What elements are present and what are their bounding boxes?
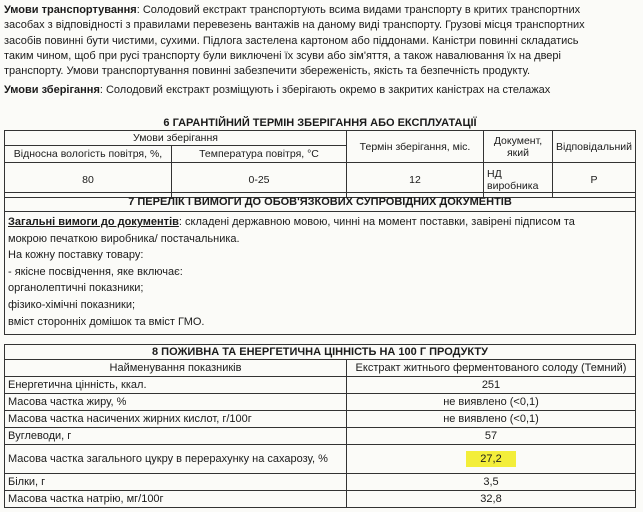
responsible-value: Р bbox=[553, 163, 636, 198]
doc-line: вміст сторонніх домішок та вміст ГМО. bbox=[8, 315, 205, 328]
storage-label: Умови зберігання bbox=[4, 84, 100, 96]
temperature-value: 0-25 bbox=[172, 163, 347, 198]
table-row bbox=[5, 411, 636, 428]
row-value: не виявлено (<0,1) bbox=[347, 394, 636, 411]
transport-line: таким чином, щоб при русі транспорту були виключені їх зсуви або зім'яття, а також навалювання їх на двері bbox=[4, 49, 561, 62]
term-header: Термін зберігання, міс. bbox=[347, 131, 484, 163]
section6-title: 6 ГАРАНТІЙНИЙ ТЕРМІН ЗБЕРІГАННЯ АБО ЕКСПЛУАТАЦІЇ bbox=[163, 117, 477, 129]
conditions-header: Умови зберігання bbox=[5, 131, 347, 146]
table-row bbox=[5, 377, 636, 394]
row-value: 32,8 bbox=[347, 491, 636, 508]
row-value: не виявлено (<0,1) bbox=[347, 411, 636, 428]
col-header-value: Екстракт житнього ферментованого солоду (Темний) bbox=[347, 360, 636, 377]
warranty-table bbox=[4, 116, 636, 198]
term-value: 12 bbox=[347, 163, 484, 198]
table-row bbox=[5, 394, 636, 411]
temperature-header: Температура повітря, °С bbox=[172, 146, 347, 163]
section7-title: 7 ПЕРЕЛІК І ВИМОГИ ДО ОБОВ'ЯЗКОВИХ СУПРОВІДНИХ ДОКУМЕНТІВ bbox=[5, 193, 636, 212]
humidity-value: 80 bbox=[5, 163, 172, 198]
row-name: Масова частка жиру, % bbox=[5, 394, 347, 411]
storage-text: : Солодовий екстракт розміщують і зберігають окремо в закритих каністрах на стелажах bbox=[99, 84, 551, 96]
row-name: Білки, г bbox=[5, 474, 347, 491]
row-name: Масова частка натрію, мг/100г bbox=[5, 491, 347, 508]
doc-line: мокрою печаткою виробника/ постачальника. bbox=[8, 232, 240, 245]
doc-line: органолептичні показники; bbox=[8, 282, 144, 295]
table-row bbox=[5, 428, 636, 445]
row-name: Масова частка загального цукру в перерахунку на сахарозу, % bbox=[5, 445, 347, 474]
section7-body bbox=[5, 212, 636, 335]
section8-title: 8 ПОЖИВНА ТА ЕНЕРГЕТИЧНА ЦІННІСТЬ НА 100 Г ПРОДУКТУ bbox=[5, 345, 636, 360]
row-value: 3,5 bbox=[347, 474, 636, 491]
general-text: : складені державною мовою, чинні на момент поставки, завірені підписом та bbox=[178, 216, 575, 228]
doc-line: фізико-хімічні показники; bbox=[8, 298, 136, 311]
storage-paragraph bbox=[4, 83, 636, 98]
row-name: Вуглеводи, г bbox=[5, 428, 347, 445]
nutrition-table bbox=[4, 344, 636, 508]
highlight-mark: 27,2 bbox=[466, 451, 515, 467]
table-row bbox=[5, 491, 636, 508]
transport-line: засобах з відповідності з правилами перевезень вантажів на даному виді транспорту. Грузові місця транспортних bbox=[4, 19, 585, 32]
transport-line: транспорту. Умови транспортування повинні забезпечити збереженість, якість та безпечність продукту. bbox=[4, 65, 531, 78]
row-name: Масова частка насичених жирних кислот, г/100г bbox=[5, 411, 347, 428]
responsible-header: Відповідальний bbox=[553, 131, 636, 163]
humidity-header: Відносна вологість повітря, %, bbox=[5, 146, 172, 163]
general-label: Загальні вимоги до документів bbox=[8, 216, 179, 228]
doc-line: - якісне посвідчення, яке включає: bbox=[8, 265, 183, 278]
col-header-name: Найменування показників bbox=[5, 360, 347, 377]
document-value: НД виробника bbox=[484, 163, 553, 198]
row-value: 57 bbox=[347, 428, 636, 445]
row-name: Енергетична цінність, ккал. bbox=[5, 377, 347, 394]
transport-line: : Солодовий екстракт транспортують всима видами транспорту в критих транспортних bbox=[136, 4, 581, 16]
documents-table bbox=[4, 192, 636, 335]
transport-label: Умови транспортування bbox=[4, 4, 137, 16]
row-value: 251 bbox=[347, 377, 636, 394]
transport-paragraph bbox=[4, 3, 636, 79]
doc-line: На кожну поставку товару: bbox=[8, 249, 144, 262]
document-header: Документ, який bbox=[484, 131, 553, 163]
transport-line: засобів повинні бути чистими, сухими. Підлога застелена картоном або піддонами. Каністри повинні складатись bbox=[4, 34, 579, 47]
row-value-highlighted bbox=[347, 445, 636, 474]
table-row bbox=[5, 474, 636, 491]
table-row bbox=[5, 445, 636, 474]
